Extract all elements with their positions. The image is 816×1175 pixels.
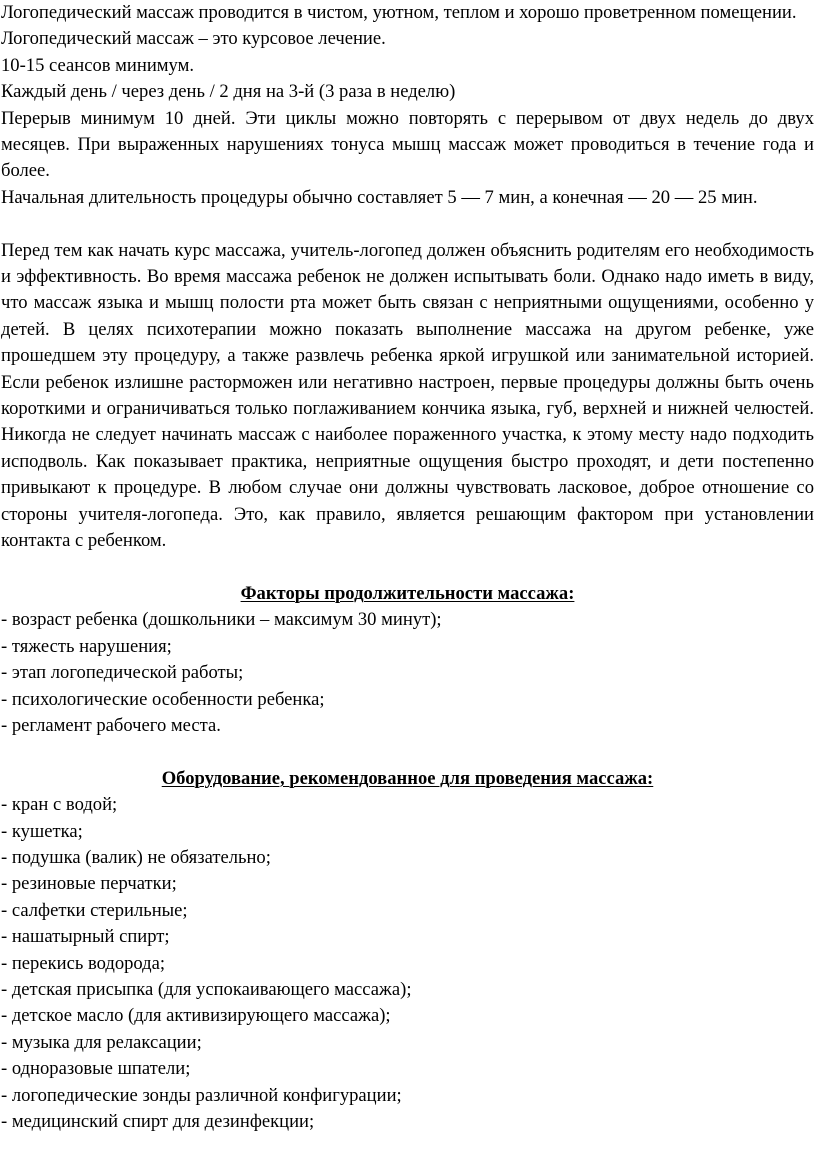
intro-line-course: Логопедический массаж – это курсовое лечение.	[1, 28, 386, 50]
intro-line-frequency: Каждый день / через день / 2 дня на 3-й (3 раза в неделю)	[1, 81, 456, 103]
list-item: - кран с водой;	[1, 794, 118, 816]
list-item: - регламент рабочего места.	[1, 714, 221, 736]
main-paragraph: Перед тем как начать курс массажа, учитель-логопед должен объяснить родителям его необходимость и эффективность. Во время массажа ребенок не должен испытывать боли. Однако надо иметь в виду, что массаж языка и мышц полости рта может быть связан с неприятными ощущениями, особенно у детей. В целях психотерапии можно показать выполнение массажа на другом ребенке, уже прошедшем эту процедуру, а также развлечь ребенка яркой игрушкой или занимательной историей. Если ребенок излишне расторможен или негативно настроен, первые процедуры должны быть очень короткими и ограничиваться только поглаживанием кончика языка, губ, верхней и нижней челюстей. Никогда не следует начинать массаж с наиболее пораженного участка, к этому месту надо подходить исподволь. Как показывает практика, неприятные ощущения быстро проходят, и дети постепенно привыкают к процедуре. В любом случае они должны чувствовать ласковое, доброе отношение со стороны учителя-логопеда. Это, как правило, является решающим фактором при установлении контакта с ребенком.	[1, 239, 814, 552]
list-item: - подушка (валик) не обязательно;	[1, 846, 271, 868]
list-item: - детская присыпка (для успокаивающего массажа);	[1, 978, 412, 1000]
list-item: - медицинский спирт для дезинфекции;	[1, 1111, 315, 1133]
factors-heading: Факторы продолжительности массажа:	[240, 582, 575, 604]
list-item: - нашатырный спирт;	[1, 926, 170, 948]
intro-line-sessions: 10-15 сеансов минимум.	[1, 54, 195, 76]
list-item: - резиновые перчатки;	[1, 873, 177, 895]
list-item: - возраст ребенка (дошкольники – максимум 30 минут);	[1, 609, 442, 631]
list-item: - перекись водорода;	[1, 952, 166, 974]
intro-line-break: Перерыв минимум 10 дней. Эти циклы можно повторять с перерывом от двух недель до двух месяцев. При выраженных нарушениях тонуса мышц массаж может проводиться в течение года и более.	[1, 107, 814, 182]
spacer	[1, 555, 814, 581]
list-item: - одноразовые шпатели;	[1, 1058, 191, 1080]
equipment-heading: Оборудование, рекомендованное для проведения массажа:	[161, 767, 654, 789]
list-item: - психологические особенности ребенка;	[1, 688, 325, 710]
intro-line-duration: Начальная длительность процедуры обычно составляет 5 — 7 мин, а конечная — 20 — 25 мин.	[1, 186, 758, 208]
list-item: - кушетка;	[1, 820, 83, 842]
equipment-list	[1, 792, 814, 1135]
factors-list	[1, 607, 814, 739]
list-item: - этап логопедической работы;	[1, 662, 244, 684]
spacer	[1, 739, 814, 765]
intro-line-room: Логопедический массаж проводится в чистом, уютном, теплом и хорошо проветренном помещении.	[1, 2, 797, 23]
list-item: - детское масло (для активизирующего массажа);	[1, 1005, 391, 1027]
spacer	[1, 211, 814, 237]
list-item: - музыка для релаксации;	[1, 1031, 202, 1053]
list-item: - тяжесть нарушения;	[1, 635, 172, 657]
list-item: - салфетки стерильные;	[1, 899, 188, 921]
list-item: - логопедические зонды различной конфигурации;	[1, 1084, 402, 1106]
